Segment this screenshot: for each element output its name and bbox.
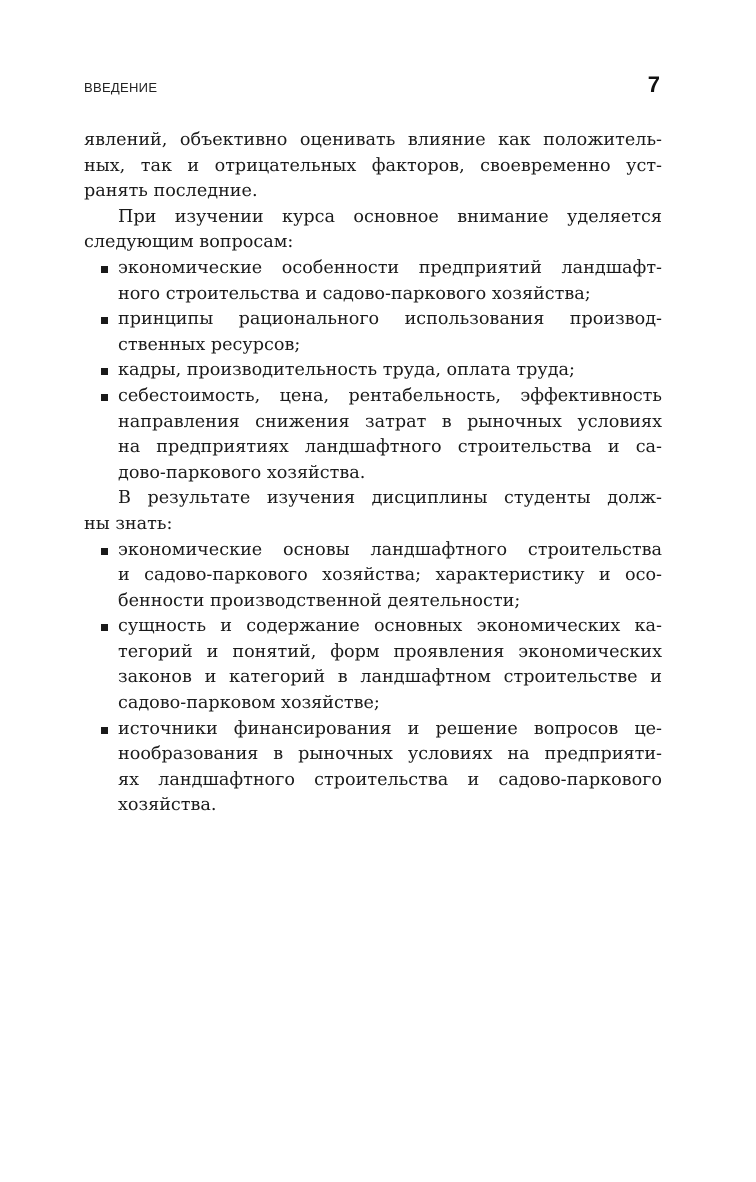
text-line: дово-паркового хозяйства. (118, 462, 366, 483)
bullet-list-knowledge (84, 538, 662, 820)
body-text (84, 128, 662, 819)
text-line: хозяйства. (118, 795, 217, 816)
text-line: законов и категорий в ландшафтном строительстве и (118, 667, 662, 688)
text-line: садово-парковом хозяйстве; (118, 693, 380, 714)
text-line: нообразования в рыночных условиях на предприяти- (118, 744, 662, 765)
text-line: на предприятиях ландшафтного строительства и са- (118, 437, 662, 458)
text-line: бенности производственной деятельности; (118, 590, 521, 611)
text-line: явлений, объективно оценивать влияние как положитель- (84, 130, 662, 150)
running-head: ВВЕДЕНИЕ (84, 80, 158, 95)
page-number: 7 (647, 72, 660, 97)
text-line: ях ландшафтного строительства и садово-паркового (118, 769, 662, 790)
list-item (84, 307, 662, 358)
text-line: и садово-паркового хозяйства; характеристику и осо- (118, 565, 662, 586)
text-line: себестоимость, цена, рентабельность, эффективность (118, 385, 662, 406)
text-line: экономические основы ландшафтного строительства (118, 539, 662, 560)
text-line: ных, так и отрицательных факторов, своевременно уст- (84, 155, 662, 176)
text-line: направления снижения затрат в рыночных условиях (118, 411, 662, 432)
paragraph-learning-outcomes (84, 486, 662, 537)
text-line: следующим вопросам: (84, 232, 294, 253)
text-line: При изучении курса основное внимание уделяется (118, 206, 662, 227)
list-item (84, 358, 662, 384)
text-line: ственных ресурсов; (118, 334, 301, 355)
text-line: кадры, производительность труда, оплата труда; (118, 360, 575, 381)
text-line: ны знать: (84, 513, 173, 534)
paragraph-course-focus (84, 205, 662, 256)
text-line: принципы рационального использования производ- (118, 309, 662, 330)
text-line: экономические особенности предприятий ландшафт- (118, 257, 662, 278)
text-line: сущность и содержание основных экономических ка- (118, 616, 662, 637)
list-item (84, 614, 662, 716)
list-item (84, 384, 662, 486)
list-item (84, 717, 662, 819)
text-line: источники финансирования и решение вопросов це- (118, 718, 662, 739)
bullet-list-course-topics (84, 256, 662, 486)
text-line: В результате изучения дисциплины студенты долж- (118, 488, 662, 509)
text-line: тегорий и понятий, форм проявления экономических (118, 641, 662, 662)
paragraph-continuation (84, 128, 662, 205)
page-header (84, 72, 662, 102)
list-item (84, 538, 662, 615)
text-line: ранять последние. (84, 181, 258, 202)
text-line: ного строительства и садово-паркового хозяйства; (118, 283, 591, 304)
list-item (84, 256, 662, 307)
